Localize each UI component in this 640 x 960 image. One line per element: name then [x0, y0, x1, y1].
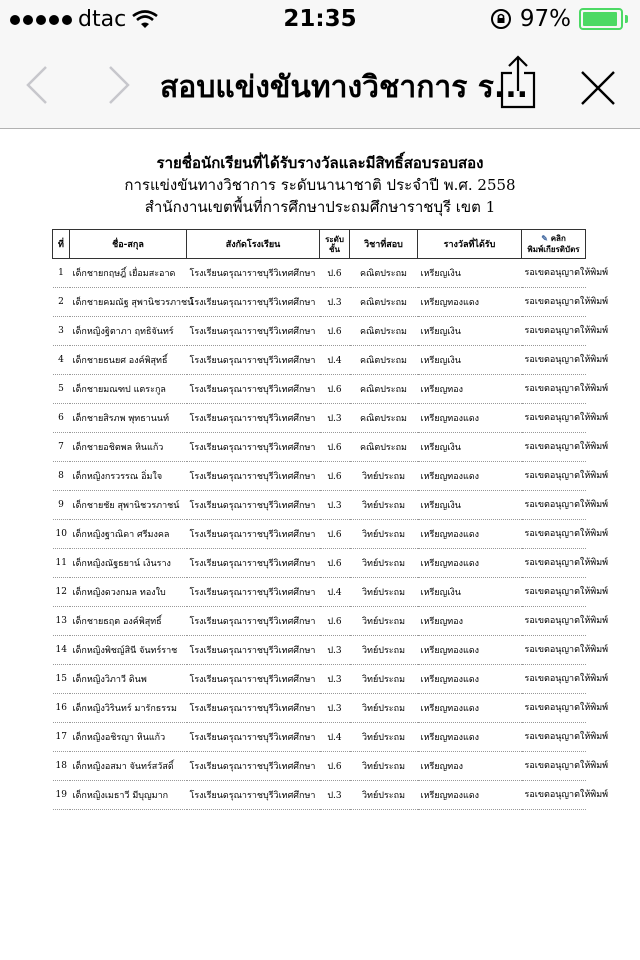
table-row [53, 549, 586, 578]
share-button[interactable] [496, 54, 540, 110]
cell-award: เหรียญเงิน [418, 346, 522, 375]
cell-name: เด็กชายสิรภพ พุทธานนท์ [70, 404, 187, 433]
table-row [53, 752, 586, 781]
print-certificate-link[interactable]: รอเขตอนุญาตให้พิมพ์ [522, 404, 586, 433]
cell-level: ป.6 [320, 607, 350, 636]
table-row [53, 375, 586, 404]
cell-level: ป.6 [320, 317, 350, 346]
cell-no: 16 [53, 694, 70, 723]
forward-button[interactable] [104, 64, 134, 106]
cell-level: ป.3 [320, 665, 350, 694]
battery-percent: 97% [519, 6, 571, 32]
cell-award: เหรียญทอง [418, 375, 522, 404]
close-icon [580, 70, 616, 106]
cell-award: เหรียญเงิน [418, 433, 522, 462]
cell-award: เหรียญทองแดง [418, 665, 522, 694]
cell-no: 14 [53, 636, 70, 665]
table-body [53, 259, 609, 810]
cell-award: เหรียญทองแดง [418, 288, 522, 317]
battery-icon [579, 8, 623, 30]
cell-school: โรงเรียนดรุณาราชบุรีวิเทศศึกษา [187, 462, 320, 491]
cell-award: เหรียญทองแดง [418, 549, 522, 578]
cell-no: 11 [53, 549, 70, 578]
cell-level: ป.3 [320, 636, 350, 665]
cell-name: เด็กหญิงกรวรรณ อิ่มใจ [70, 462, 187, 491]
carrier-label: dtac [78, 7, 127, 32]
table-row [53, 288, 586, 317]
cell-subject: วิทย์ประถม [350, 549, 418, 578]
cell-award: เหรียญทองแดง [418, 723, 522, 752]
cell-school: โรงเรียนดรุณาราชบุรีวิเทศศึกษา [187, 636, 320, 665]
col-header-subject: วิชาที่สอบ [350, 230, 418, 259]
table-header-row [53, 230, 586, 259]
table-row [53, 346, 586, 375]
cell-school: โรงเรียนดรุณาราชบุรีวิเทศศึกษา [187, 259, 320, 288]
chevron-right-icon [107, 65, 131, 105]
print-certificate-link[interactable]: รอเขตอนุญาตให้พิมพ์ [522, 520, 586, 549]
cell-name: เด็กชายธนยศ องค์พิสุทธิ์ [70, 346, 187, 375]
cell-school: โรงเรียนดรุณาราชบุรีวิเทศศึกษา [187, 404, 320, 433]
cell-school: โรงเรียนดรุณาราชบุรีวิเทศศึกษา [187, 694, 320, 723]
cell-name: เด็กหญิงวิภาวี ดินพ [70, 665, 187, 694]
cell-level: ป.6 [320, 462, 350, 491]
cell-award: เหรียญทองแดง [418, 462, 522, 491]
col-header-print [522, 230, 586, 259]
cell-school: โรงเรียนดรุณาราชบุรีวิเทศศึกษา [187, 433, 320, 462]
cell-subject: วิทย์ประถม [350, 607, 418, 636]
cell-no: 10 [53, 520, 70, 549]
cell-school: โรงเรียนดรุณาราชบุรีวิเทศศึกษา [187, 288, 320, 317]
cell-level: ป.4 [320, 346, 350, 375]
col-header-name: ชื่อ-สกุล [70, 230, 187, 259]
cell-subject: คณิตประถม [350, 259, 418, 288]
cell-school: โรงเรียนดรุณาราชบุรีวิเทศศึกษา [187, 607, 320, 636]
cell-name: เด็กชายคมณัฐ สุพานิชวรภาชน์ [70, 288, 187, 317]
cell-subject: วิทย์ประถม [350, 462, 418, 491]
print-certificate-link[interactable]: รอเขตอนุญาตให้พิมพ์ [522, 607, 586, 636]
cell-subject: วิทย์ประถม [350, 723, 418, 752]
table-row [53, 781, 586, 810]
cell-subject: คณิตประถม [350, 317, 418, 346]
cell-no: 6 [53, 404, 70, 433]
cell-name: เด็กหญิงวิรินทร์ มารักธรรม [70, 694, 187, 723]
document-subtitle: การแข่งขันทางวิชาการ ระดับนานาชาติ ประจำปี พ.ศ. 2558 [124, 176, 516, 194]
cell-school: โรงเรียนดรุณาราชบุรีวิเทศศึกษา [187, 549, 320, 578]
cell-subject: คณิตประถม [350, 433, 418, 462]
rotation-lock-icon [490, 8, 512, 30]
cell-award: เหรียญเงิน [418, 317, 522, 346]
cell-subject: วิทย์ประถม [350, 520, 418, 549]
table-row [53, 723, 586, 752]
cell-name: เด็กหญิงอสมา จันทร์สวัสดิ์ [70, 752, 187, 781]
cell-name: เด็กหญิงณัฐธยาน์ เงินราง [70, 549, 187, 578]
cell-award: เหรียญเงิน [418, 578, 522, 607]
cell-school: โรงเรียนดรุณาราชบุรีวิเทศศึกษา [187, 665, 320, 694]
cell-no: 4 [53, 346, 70, 375]
cell-award: เหรียญทองแดง [418, 636, 522, 665]
cell-level: ป.3 [320, 404, 350, 433]
cell-level: ป.6 [320, 433, 350, 462]
table-row [53, 317, 586, 346]
table-row [53, 462, 586, 491]
print-certificate-link[interactable]: รอเขตอนุญาตให้พิมพ์ [522, 752, 586, 781]
cell-no: 2 [53, 288, 70, 317]
cell-name: เด็กชายมณฑป แตระกูล [70, 375, 187, 404]
cell-school: โรงเรียนดรุณาราชบุรีวิเทศศึกษา [187, 346, 320, 375]
table-row [53, 578, 586, 607]
print-header-top: คลิก [550, 233, 566, 243]
cell-level: ป.6 [320, 752, 350, 781]
cell-level: ป.6 [320, 549, 350, 578]
print-header-bottom: พิมพ์เกียรติบัตร [527, 244, 580, 254]
cell-subject: วิทย์ประถม [350, 636, 418, 665]
cell-name: เด็กชายอชิตพล หินแก้ว [70, 433, 187, 462]
cell-name: เด็กชายกฤษฎิ์ เยื่อมสะอาด [70, 259, 187, 288]
table-row [53, 520, 586, 549]
print-certificate-link[interactable]: รอเขตอนุญาตให้พิมพ์ [522, 781, 586, 810]
cell-award: เหรียญทอง [418, 607, 522, 636]
cell-subject: คณิตประถม [350, 346, 418, 375]
cell-award: เหรียญทองแดง [418, 694, 522, 723]
document-office: สำนักงานเขตพื้นที่การศึกษาประถมศึกษาราชบุรี เขต 1 [144, 198, 496, 216]
cell-name: เด็กชายชัย สุพานิชวรภาชน์ [70, 491, 187, 520]
print-certificate-link[interactable]: รอเขตอนุญาตให้พิมพ์ [522, 578, 586, 607]
cell-level: ป.4 [320, 578, 350, 607]
table-row [53, 433, 586, 462]
cell-no: 17 [53, 723, 70, 752]
table-row [53, 636, 586, 665]
cell-award: เหรียญเงิน [418, 491, 522, 520]
cell-level: ป.6 [320, 259, 350, 288]
col-header-level: ระดับชั้น [320, 230, 350, 259]
cell-name: เด็กหญิงพิชญ์สินี จันทร์ราช [70, 636, 187, 665]
cell-school: โรงเรียนดรุณาราชบุรีวิเทศศึกษา [187, 317, 320, 346]
cell-name: เด็กหญิงฐิตาภา ฤทธิจันทร์ [70, 317, 187, 346]
print-certificate-link[interactable]: รอเขตอนุญาตให้พิมพ์ [522, 433, 586, 462]
cell-no: 1 [53, 259, 70, 288]
table-row [53, 491, 586, 520]
share-icon [498, 55, 538, 109]
print-certificate-link[interactable]: รอเขตอนุญาตให้พิมพ์ [522, 259, 586, 288]
cell-school: โรงเรียนดรุณาราชบุรีวิเทศศึกษา [187, 752, 320, 781]
cell-name: เด็กหญิงดวงกมล ทองใบ [70, 578, 187, 607]
cell-subject: คณิตประถม [350, 375, 418, 404]
table-row [53, 259, 586, 288]
cell-award: เหรียญทองแดง [418, 404, 522, 433]
cell-no: 18 [53, 752, 70, 781]
close-button[interactable] [578, 68, 618, 108]
cell-subject: วิทย์ประถม [350, 491, 418, 520]
cell-school: โรงเรียนดรุณาราชบุรีวิเทศศึกษา [187, 491, 320, 520]
cell-subject: วิทย์ประถม [350, 578, 418, 607]
col-header-no: ที่ [53, 230, 70, 259]
cell-level: ป.6 [320, 375, 350, 404]
browser-nav-bar [0, 40, 640, 129]
cell-no: 15 [53, 665, 70, 694]
cell-no: 13 [53, 607, 70, 636]
print-certificate-link[interactable]: รอเขตอนุญาตให้พิมพ์ [522, 375, 586, 404]
cell-name: เด็กหญิงเมธาวี มีบุญมาก [70, 781, 187, 810]
cell-award: เหรียญทอง [418, 752, 522, 781]
cell-award: เหรียญเงิน [418, 259, 522, 288]
cell-level: ป.3 [320, 694, 350, 723]
chevron-left-icon [25, 65, 49, 105]
print-certificate-link[interactable]: รอเขตอนุญาตให้พิมพ์ [522, 462, 586, 491]
cell-no: 9 [53, 491, 70, 520]
cell-name: เด็กชายธฤต องค์พิสุทธิ์ [70, 607, 187, 636]
cell-school: โรงเรียนดรุณาราชบุรีวิเทศศึกษา [187, 578, 320, 607]
page-title: สอบแข่งขันทางวิชาการ ร... [160, 70, 529, 105]
print-certificate-link[interactable]: รอเขตอนุญาตให้พิมพ์ [522, 636, 586, 665]
cell-no: 19 [53, 781, 70, 810]
document-view [0, 129, 640, 960]
table-row [53, 404, 586, 433]
cell-name: เด็กหญิงฐาณิดา ศรีมงคล [70, 520, 187, 549]
status-time: 21:35 [283, 6, 357, 32]
print-certificate-link[interactable]: รอเขตอนุญาตให้พิมพ์ [522, 694, 586, 723]
cell-level: ป.6 [320, 520, 350, 549]
cell-school: โรงเรียนดรุณาราชบุรีวิเทศศึกษา [187, 781, 320, 810]
print-certificate-link[interactable]: รอเขตอนุญาตให้พิมพ์ [522, 723, 586, 752]
document-title: รายชื่อนักเรียนที่ได้รับรางวัลและมีสิทธิ์สอบรอบสอง [156, 154, 484, 172]
print-certificate-link[interactable]: รอเขตอนุญาตให้พิมพ์ [522, 549, 586, 578]
cell-school: โรงเรียนดรุณาราชบุรีวิเทศศึกษา [187, 375, 320, 404]
col-header-school: สังกัดโรงเรียน [187, 230, 320, 259]
print-certificate-link[interactable]: รอเขตอนุญาตให้พิมพ์ [522, 288, 586, 317]
print-certificate-link[interactable]: รอเขตอนุญาตให้พิมพ์ [522, 346, 586, 375]
print-certificate-link[interactable]: รอเขตอนุญาตให้พิมพ์ [522, 317, 586, 346]
table-row [53, 607, 586, 636]
print-certificate-link[interactable]: รอเขตอนุญาตให้พิมพ์ [522, 491, 586, 520]
status-right [490, 6, 628, 32]
print-icon: ✎ [541, 233, 548, 243]
cell-subject: วิทย์ประถม [350, 665, 418, 694]
cell-level: ป.3 [320, 288, 350, 317]
cell-level: ป.4 [320, 723, 350, 752]
cell-award: เหรียญทองแดง [418, 781, 522, 810]
cell-no: 8 [53, 462, 70, 491]
cell-subject: คณิตประถม [350, 404, 418, 433]
cell-school: โรงเรียนดรุณาราชบุรีวิเทศศึกษา [187, 520, 320, 549]
status-bar [0, 0, 640, 40]
cell-award: เหรียญทองแดง [418, 520, 522, 549]
table-row [53, 665, 586, 694]
print-certificate-link[interactable]: รอเขตอนุญาตให้พิมพ์ [522, 665, 586, 694]
table-row [53, 694, 586, 723]
cell-level: ป.3 [320, 781, 350, 810]
cell-subject: คณิตประถม [350, 288, 418, 317]
cell-name: เด็กหญิงอชิรญา หินแก้ว [70, 723, 187, 752]
cell-subject: วิทย์ประถม [350, 694, 418, 723]
back-button[interactable] [22, 64, 52, 106]
cell-no: 3 [53, 317, 70, 346]
cell-no: 5 [53, 375, 70, 404]
cell-subject: วิทย์ประถม [350, 781, 418, 810]
cell-level: ป.3 [320, 491, 350, 520]
col-header-award: รางวัลที่ได้รับ [418, 230, 522, 259]
cell-no: 7 [53, 433, 70, 462]
cell-no: 12 [53, 578, 70, 607]
cell-subject: วิทย์ประถม [350, 752, 418, 781]
cell-school: โรงเรียนดรุณาราชบุรีวิเทศศึกษา [187, 723, 320, 752]
results-table [52, 229, 609, 810]
